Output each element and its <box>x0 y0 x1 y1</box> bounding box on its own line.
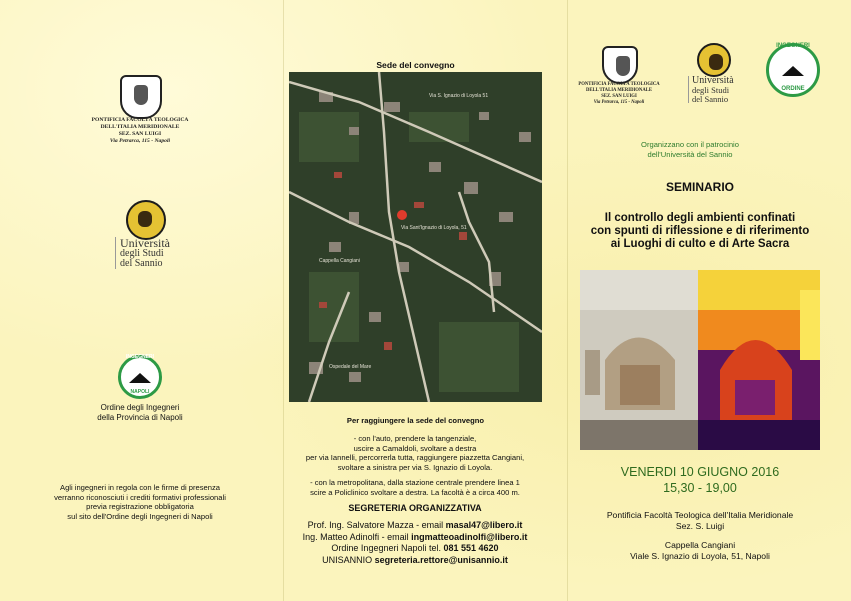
secretariat-title: SEGRETERIA ORGANIZZATIVA <box>348 503 482 513</box>
ingegneri-logo-small <box>766 43 820 97</box>
ingegneri-logo-bottom-text: ORDINE <box>781 86 805 92</box>
contacts-list <box>276 520 554 566</box>
car-directions: - con l'auto, prendere la tangenziale, uscire a Camaldoli, svoltare a destra per via Iannelli, percorrerla tutta, raggiungere piazzetta Cangiani, svoltare a sinistra per via S. Ignazio di Loyola. <box>305 434 525 472</box>
pft-logo <box>120 75 160 115</box>
ingegneri-logo-text: INGEGNERI <box>125 354 155 360</box>
venue-title: Sede del convegno <box>376 60 455 70</box>
metro-directions: - con la metropolitana, dalla stazione centrale prendere linea 1 scire a Policlinico svoltare a destra. La facoltà è a circa 400 m. <box>310 478 520 497</box>
venue-name: Pontificia Facoltà Teologica dell'Italia Meridionale Sez. S. Luigi <box>606 510 794 531</box>
credits-notice: Agli ingegneri in regola con le firme di presenza verranno riconosciuti i crediti formativi professionali previa registrazione obbligatoria sul sito dell'Ordine degli Ingegneri di Napoli <box>54 483 226 521</box>
patronage-text: Organizzano con il patrocinio dell'Università del Sannio <box>641 140 739 159</box>
seminar-date: VENERDI 10 GIUGNO 2016 <box>620 465 780 479</box>
map-label: Ospedale del Mare <box>329 364 372 370</box>
map-label: Via S. Ignazio di Loyola 51 <box>429 93 489 99</box>
contact-line: UNISANNIO segreteria.rettore@unisannio.it <box>322 554 508 565</box>
email-link[interactable]: ingmatteoadinolfi@libero.it <box>411 531 528 542</box>
pft-caption: PONTIFICIA FACOLTÀ TEOLOGICA DELL'ITALIA MERIDIONALE SEZ. SAN LUIGI Via Petrarca, 115 - Napoli <box>91 117 189 144</box>
venue-map[interactable] <box>289 72 542 402</box>
chapel-thermal-photo <box>580 270 820 450</box>
email-link[interactable]: masal47@libero.it <box>445 520 523 530</box>
pft-caption-small: PONTIFICIA FACOLTÀ TEOLOGICA DELL'ITALIA MERIDIONALE SEZ. SAN LUIGI Via Petrarca, 115 - Napoli <box>578 82 660 105</box>
mountain-icon <box>129 373 151 383</box>
pft-logo-small <box>600 46 640 86</box>
ingegneri-logo-text: INGEGNERI <box>776 43 810 49</box>
map-image <box>289 72 542 402</box>
contact-line: Prof. Ing. Salvatore Mazza - email masal47@libero.it <box>307 520 523 530</box>
contact-line: Ing. Matteo Adinolfi - email ingmatteoadinolfi@libero.it <box>302 531 528 542</box>
university-seal-icon <box>126 200 166 240</box>
ingegneri-logo-bottom-text: NAPOLI <box>130 389 150 395</box>
fold-line <box>567 0 568 601</box>
map-pin-icon[interactable] <box>397 210 407 220</box>
mountain-icon <box>782 66 804 76</box>
venue-address: Cappella Cangiani Viale S. Ignazio di Loyola, 51, Napoli <box>630 540 770 561</box>
chapel-photo-image <box>580 270 820 450</box>
seminar-time: 15,30 - 19,00 <box>663 481 737 495</box>
university-seal-icon <box>697 43 731 77</box>
ordine-caption: Ordine degli Ingegneri della Provincia di Napoli <box>97 403 183 422</box>
unisannio-logo-text-small: Università degli Studi del Sannio <box>688 76 742 103</box>
seal-icon <box>602 46 638 84</box>
email-link[interactable]: segreteria.rettore@unisannio.it <box>374 554 508 565</box>
map-label: Cappella Cangiani <box>319 258 360 264</box>
directions-title: Per raggiungere la sede del convegno <box>346 416 485 425</box>
ingegneri-logo <box>118 355 162 399</box>
contact-line: Ordine Ingegneri Napoli tel. 081 551 4620 <box>331 543 499 553</box>
map-label: Via Sant'Ignazio di Loyola, 51 <box>401 225 467 231</box>
seal-icon <box>120 75 162 119</box>
unisannio-logo-text: Università degli Studi del Sannio <box>115 237 180 269</box>
seminar-label: SEMINARIO <box>665 180 734 194</box>
seminar-title: Il controllo degli ambienti confinati con spunti di riflessione e di riferimento ai Luoghi di culto e di Arte Sacra <box>590 212 810 250</box>
phone-number[interactable]: 081 551 4620 <box>443 543 499 553</box>
